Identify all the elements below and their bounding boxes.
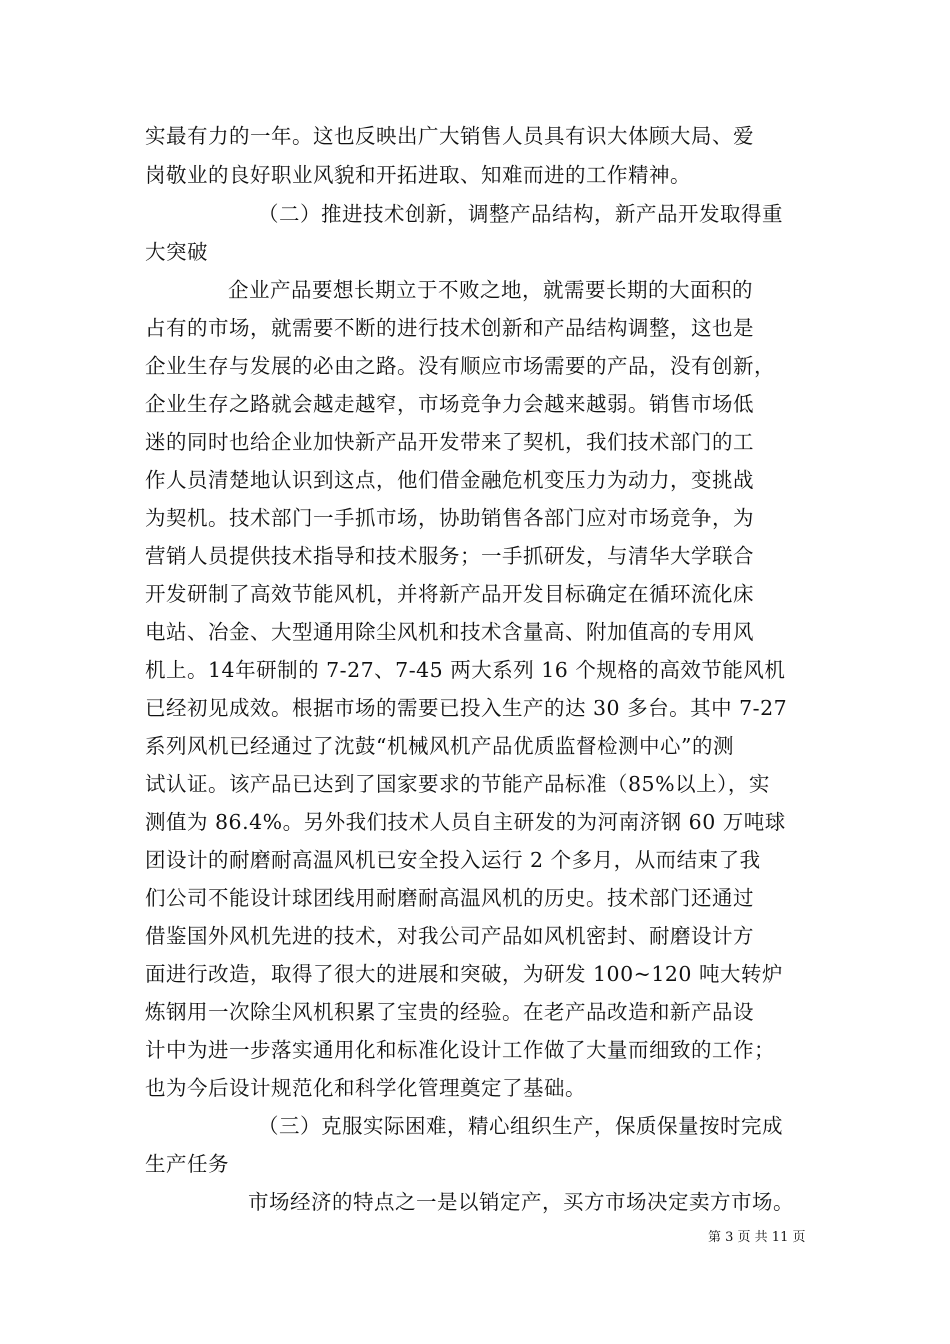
body-text-line: 为契机。技术部门一手抓市场，协助销售各部门应对市场竞争，为 [145, 506, 754, 530]
body-text-line: 实最有力的一年。这也反映出广大销售人员具有识大体顾大局、爱 [145, 124, 754, 148]
body-text-line: 团设计的耐磨耐高温风机已安全投入运行 2 个多月，从而结束了我 [145, 848, 761, 872]
body-text-line: 计中为进一步落实通用化和标准化设计工作做了大量而细致的工作； [145, 1038, 775, 1062]
body-text-line: 企业产品要想长期立于不败之地，就需要长期的大面积的 [228, 278, 753, 302]
body-text-line: 迷的同时也给企业加快新产品开发带来了契机，我们技术部门的工 [145, 430, 754, 454]
body-text-line: 作人员清楚地认识到这点，他们借金融危机变压力为动力，变挑战 [145, 468, 754, 492]
page-number-footer: 第 3 页 共 11 页 [708, 1230, 806, 1245]
body-text-line: 已经初见成效。根据市场的需要已投入生产的达 30 多台。其中 7-27 [145, 696, 788, 720]
section-heading-line: （三）克服实际困难，精心组织生产，保质保量按时完成 [258, 1114, 783, 1138]
body-text-line: 企业生存之路就会越走越窄，市场竞争力会越来越弱。销售市场低 [145, 392, 754, 416]
body-text-line: 炼钢用一次除尘风机积累了宝贵的经验。在老产品改造和新产品设 [145, 1000, 754, 1024]
body-text-line: 也为今后设计规范化和科学化管理奠定了基础。 [145, 1076, 586, 1100]
section-heading-line: 生产任务 [145, 1152, 229, 1176]
body-text-line: 面进行改造，取得了很大的进展和突破，为研发 100~120 吨大转炉 [145, 962, 783, 986]
body-text-line: 营销人员提供技术指导和技术服务；一手抓研发，与清华大学联合 [145, 544, 754, 568]
body-text-line: 机上。14年研制的 7-27、7-45 两大系列 16 个规格的高效节能风机 [145, 658, 786, 682]
body-text-line: 市场经济的特点之一是以销定产，买方市场决定卖方市场。 [248, 1190, 794, 1214]
body-text-line: 电站、冶金、大型通用除尘风机和技术含量高、附加值高的专用风 [145, 620, 754, 644]
body-text-line: 企业生存与发展的必由之路。没有顺应市场需要的产品，没有创新， [145, 354, 775, 378]
body-text-line: 测值为 86.4%。另外我们技术人员自主研发的为河南济钢 60 万吨球 [145, 810, 786, 834]
body-text-line: 岗敬业的良好职业风貌和开拓进取、知难而进的工作精神。 [145, 163, 691, 187]
body-text-line: 们公司不能设计球团线用耐磨耐高温风机的历史。技术部门还通过 [145, 886, 754, 910]
body-text-line: 开发研制了高效节能风机，并将新产品开发目标确定在循环流化床 [145, 582, 754, 606]
section-heading-line: 大突破 [145, 240, 208, 264]
section-heading-line: （二）推进技术创新，调整产品结构，新产品开发取得重 [258, 202, 783, 226]
body-text-line: 占有的市场，就需要不断的进行技术创新和产品结构调整，这也是 [145, 316, 754, 340]
body-text-line: 系列风机已经通过了沈鼓“机械风机产品优质监督检测中心”的测 [145, 734, 734, 758]
body-text-line: 借鉴国外风机先进的技术，对我公司产品如风机密封、耐磨设计方 [145, 924, 754, 948]
body-text-line: 试认证。该产品已达到了国家要求的节能产品标准（85%以上），实 [145, 772, 770, 796]
